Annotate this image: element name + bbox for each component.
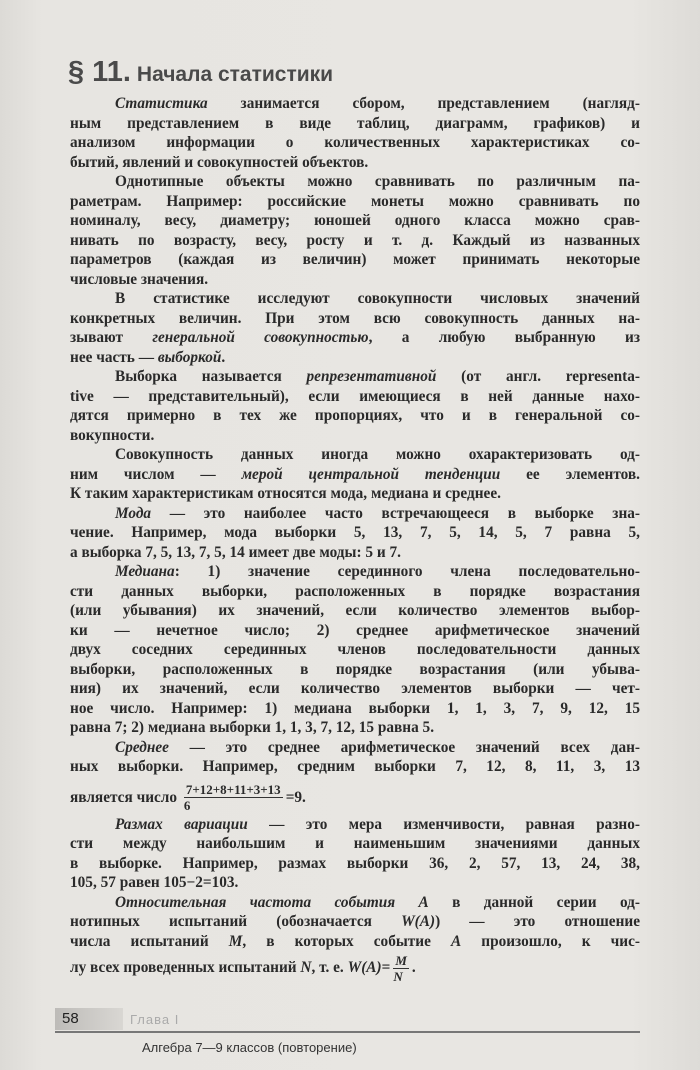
text-run: К таким характеристикам относятся мода, медиана и среднее. (70, 485, 501, 502)
text-line (70, 660, 640, 680)
text-line (70, 873, 640, 893)
italic-term: Размах вариации (115, 815, 248, 833)
text-line (70, 231, 640, 251)
denominator: N (393, 969, 403, 984)
text-run: ное число. Например: 1) медиана выборки 1, 1, 3, 7, 9, 12, 15 (70, 699, 640, 717)
italic-term: W(A) (347, 959, 382, 977)
text-run: ных выборки. Например, средним выборки 7, 12, 8, 11, 3, 13 (70, 758, 640, 775)
text-line (70, 387, 640, 407)
text-line (70, 289, 640, 309)
italic-term: Мода (115, 504, 152, 522)
italic-term: Относительная частота события A (115, 893, 429, 911)
text-run: а выборка 7, 5, 13, 7, 5, 14 имеет две моды: 5 и 7. (70, 543, 401, 561)
numerator: M (395, 953, 407, 968)
italic-term: N (300, 959, 312, 977)
text-line (70, 932, 640, 952)
text-line (70, 738, 640, 758)
text-line (70, 543, 640, 563)
text-line (70, 621, 640, 641)
text-line (70, 172, 640, 192)
text-run: : 1) значение серединного члена последовательно- (174, 563, 640, 580)
text-line (70, 854, 640, 874)
italic-term: W(A) (401, 913, 436, 930)
denominator: 6 (183, 798, 191, 814)
paragraph (70, 172, 640, 289)
text-run: анализом информации о количественных характеристиках со- (70, 134, 640, 151)
text-run: выборки, расположенных в порядке возрастания (или убыва- (70, 660, 640, 678)
section-heading (68, 56, 333, 89)
text-run: равна 7; 2) медиана выборки 1, 1, 3, 7, 12, 15 равна 5. (70, 719, 435, 736)
text-line (70, 893, 640, 913)
text-run: двух соседних серединных членов последовательности данных (70, 641, 640, 658)
text-run: является число (70, 788, 181, 806)
text-run: — это среднее арифметическое значений всех дан- (168, 738, 640, 756)
italic-term: M (228, 932, 243, 950)
text-line (70, 523, 640, 543)
text-run: . (221, 348, 226, 366)
body-text (70, 94, 640, 983)
fraction (393, 953, 409, 984)
paragraph (70, 562, 640, 738)
italic-term: выборкой (157, 348, 222, 366)
text-run: лу всех проведенных испытаний (70, 959, 301, 977)
text-run: занимается сбором, представлением (нагляд- (207, 95, 640, 112)
numerator: 7+12+8+11+3+13 (185, 782, 281, 798)
text-run: в данной серии од- (428, 893, 640, 911)
paragraph (70, 504, 640, 563)
text-line (70, 465, 640, 485)
text-run: =9. (285, 788, 306, 806)
section-number: § 11. (68, 56, 131, 88)
text-line (70, 250, 640, 270)
italic-term: генеральной совокупностью (152, 329, 369, 346)
text-line (70, 192, 640, 212)
italic-term: репрезентативной (306, 368, 437, 385)
text-run: ее элементов. (500, 465, 640, 483)
text-run: дятся примерно в тех же пропорциях, что и в генеральной со- (70, 407, 640, 424)
text-line (70, 94, 640, 114)
text-run: Совокупность данных иногда можно охарактеризовать од- (115, 446, 640, 463)
text-line (70, 406, 640, 426)
text-run: = (381, 959, 391, 977)
italic-term: A (450, 932, 462, 950)
text-run: числовые значения. (70, 270, 209, 288)
paragraph (70, 893, 640, 984)
text-run: номиналу, весу, диаметру; юношей одного класса можно срав- (70, 212, 640, 229)
text-run: ния) их значений, если количество элементов выборки — чет- (70, 680, 640, 697)
text-line (70, 718, 640, 738)
text-run: числа испытаний (70, 932, 229, 950)
text-run: параметров (каждая из величин) может принимать некоторые (70, 251, 640, 268)
text-run: . (411, 959, 416, 977)
text-line (70, 815, 640, 835)
text-line (70, 953, 640, 983)
text-run: в выборке. Например, размах выборки 36, 2, 57, 13, 24, 38, (70, 854, 640, 872)
text-line (70, 582, 640, 602)
italic-term: Статистика (115, 95, 208, 112)
text-run: 105, 57 равен 105−2=103. (70, 874, 239, 891)
text-run: нотипных испытаний (обозначается (70, 913, 402, 930)
text-run: — это наиболее часто встречающееся в выборке зна- (151, 504, 640, 522)
paragraph (70, 367, 640, 445)
text-line (70, 757, 640, 777)
text-line (70, 504, 640, 524)
text-run: , в которых событие (242, 932, 451, 950)
text-run: раметрам. Например: российские монеты можно сравнивать по (70, 192, 640, 210)
text-line (70, 114, 640, 134)
text-run: сти между наибольшим и наименьшим значениями данных (70, 835, 640, 852)
paragraph (70, 738, 640, 815)
text-line (70, 328, 640, 348)
text-run: ным представлением в виде таблиц, диаграмм, графиков) и (70, 114, 640, 132)
text-line (70, 367, 640, 387)
text-line (70, 484, 640, 504)
text-run: , а любую выбранную из (368, 329, 640, 346)
text-run: , т. е. (311, 959, 348, 977)
text-line (70, 270, 640, 290)
text-line (70, 426, 640, 446)
italic-term: Медиана (115, 563, 175, 580)
text-line (70, 679, 640, 699)
text-run: сти данных выборки, расположенных в порядке возрастания (70, 582, 640, 600)
italic-term: Среднее (115, 738, 169, 756)
text-run: вокупности. (70, 426, 155, 444)
text-run: Однотипные объекты можно сравнивать по различным па- (115, 173, 640, 190)
text-run: ) — это отношение (435, 913, 640, 930)
text-run: ки — нечетное число; 2) среднее арифметическое значений (70, 621, 640, 639)
text-run: нивать по возрасту, весу, росту и т. д. Каждый из названных (70, 231, 640, 249)
footer-rule (55, 1031, 640, 1033)
text-line (70, 445, 640, 465)
text-line (70, 309, 640, 329)
text-run: Выборка называется (115, 368, 307, 385)
text-line (70, 601, 640, 621)
text-run: конкретных величин. При этом всю совокупность данных на- (70, 309, 640, 327)
text-run: зывают (70, 329, 153, 346)
text-line (70, 153, 640, 173)
text-run: (или убывания) их значений, если количество элементов выбор- (70, 602, 640, 619)
text-line (70, 912, 640, 932)
paragraph (70, 94, 640, 172)
section-title: Начала статистики (136, 63, 334, 86)
text-run: — это мера изменчивости, равная разно- (247, 815, 640, 833)
text-run: ним числом — (70, 465, 242, 483)
text-run: произошло, к чис- (461, 932, 640, 950)
running-title: Алгебра 7—9 классов (повторение) (142, 1040, 357, 1055)
page-number: 58 (62, 1010, 79, 1027)
text-run: бытий, явлений и совокупностей объектов. (70, 153, 369, 171)
text-line (70, 640, 640, 660)
text-line (70, 348, 640, 368)
fraction (184, 782, 283, 813)
text-line (70, 699, 640, 719)
paragraph (70, 815, 640, 893)
text-run: В статистике исследуют совокупности числовых значений (115, 290, 640, 307)
paragraph (70, 445, 640, 504)
chapter-label: Глава I (130, 1012, 180, 1027)
paragraph (70, 289, 640, 367)
text-run: чение. Например, мода выборки 5, 13, 7, 5, 14, 5, 7 равна 5, (70, 524, 640, 541)
text-run: нее часть — (70, 348, 158, 366)
text-line (70, 781, 640, 815)
text-line (70, 834, 640, 854)
text-run: tive — представительный), если имеющиеся в ней данные нахо- (70, 387, 640, 405)
text-run: (от англ. representa- (436, 368, 640, 385)
text-line (70, 133, 640, 153)
text-line (70, 211, 640, 231)
italic-term: мерой центральной тенденции (241, 465, 501, 483)
text-line (70, 562, 640, 582)
